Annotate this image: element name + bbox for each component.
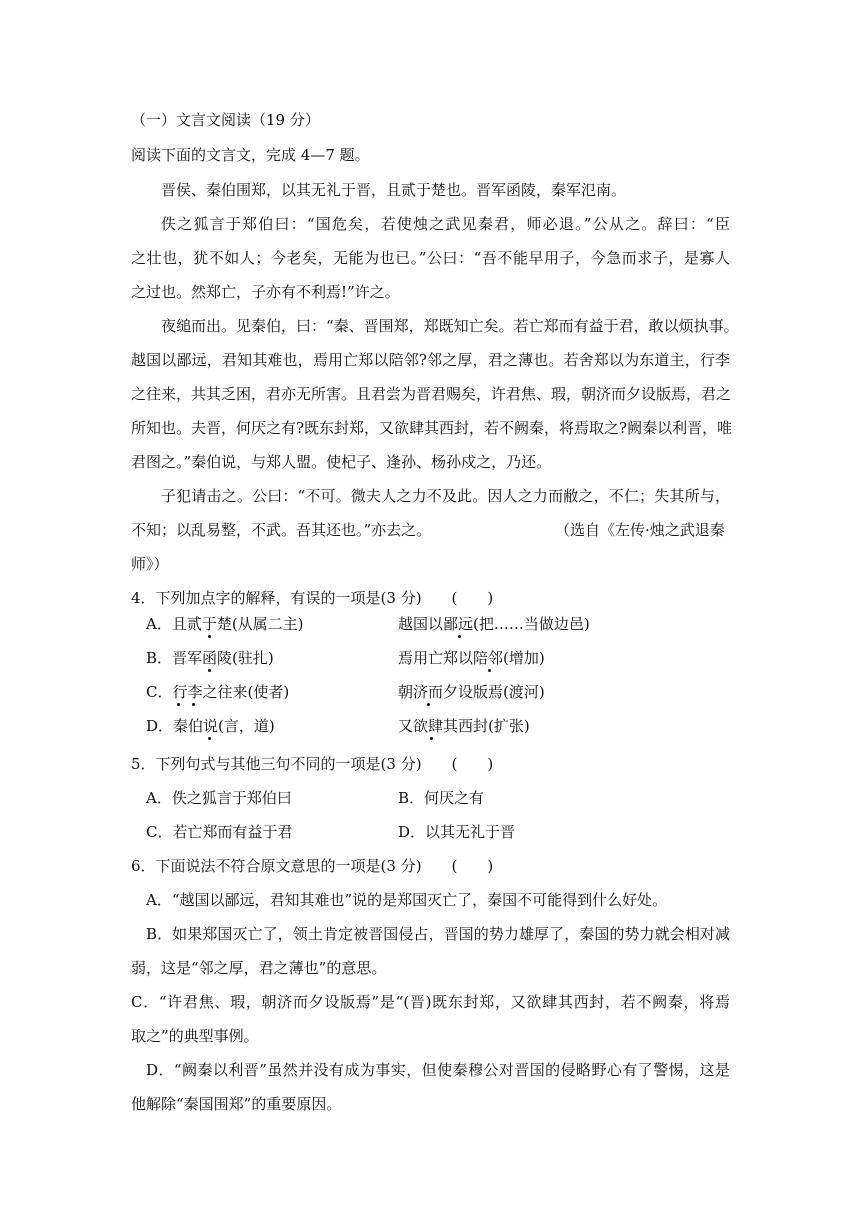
passage-paragraph-3-line-4: 所知也。夫晋，何厌之有?既东封郑，又欲肆其西封，若不阙秦，将焉取之?阙秦以利晋，唯 [131, 419, 733, 437]
question-5-option-a: A．佚之狐言于郑伯曰 [146, 789, 292, 807]
passage-paragraph-4-line-2: 不知；以乱易整，不武。吾其还也。”亦去之。 [131, 521, 432, 539]
passage-paragraph-2-line-3: 之过也。然郑亡，子亦有不利焉!”许之。 [131, 283, 400, 301]
passage-paragraph-4-line-1: 子犯请击之。公曰：“不可。微夫人之力不及此。因人之力而敝之，不仁；失其所与， [161, 487, 730, 505]
question-6-option-a: A．“越国以鄙远，君知其难也”说的是郑国灭亡了，秦国不可能得到什么好处。 [146, 891, 668, 909]
question-4-option-d-second: 又欲肆其西封(扩张) [398, 717, 530, 735]
question-6-option-c-line-2: 取之”的典型事例。 [131, 1027, 259, 1045]
passage-paragraph-3-line-5: 君图之。”秦伯说，与郑人盟。使杞子、逢孙、杨孙戍之，乃还。 [131, 453, 552, 471]
question-4-option-b-second: 焉用亡郑以陪邻(增加) [398, 649, 545, 667]
question-6-option-b-line-2: 弱，这是“邻之厚，君之薄也”的意思。 [131, 959, 387, 977]
emphasis-dot [208, 669, 211, 672]
emphasis-dot [177, 703, 180, 706]
emphasis-dot [458, 635, 461, 638]
question-4-option-d: D．秦伯说(言，道) [146, 717, 275, 735]
passage-paragraph-3-line-3: 之往来，共其乏困，君亦无所害。且君尝为晋君赐矣，许君焦、瑕，朝济而夕设版焉，君之 [131, 385, 732, 403]
passage-paragraph-3-line-1: 夜缒而出。见秦伯，曰：“秦、晋围郑，郑既知亡矣。若亡郑而有益于君，敢以烦执事。 [161, 317, 739, 335]
question-4-stem: 4．下列加点字的解释，有误的一项是(3 分) ( ) [131, 589, 494, 607]
question-5-option-b: B．何厌之有 [398, 789, 485, 807]
instructions: 阅读下面的文言文，完成 4—7 题。 [131, 146, 370, 164]
question-5-stem: 5．下列句式与其他三句不同的一项是(3 分) ( ) [131, 755, 494, 773]
passage-paragraph-2-line-1: 佚之狐言于郑伯曰：“国危矣，若使烛之武见秦君，师必退。”公从之。辞曰：“臣 [161, 215, 730, 233]
emphasis-dot [427, 703, 430, 706]
question-6-option-d-line-1: D．“阙秦以利晋”虽然并没有成为事实，但使秦穆公对晋国的侵略野心有了警惕，这是 [146, 1061, 730, 1079]
question-6-stem: 6．下面说法不符合原文意思的一项是(3 分) ( ) [131, 857, 494, 875]
question-4-option-a: A．且贰于楚(从属二主) [146, 615, 304, 633]
question-6-option-c-line-1: C．“许君焦、瑕，朝济而夕设版焉”是“(晋)既东封郑，又欲肆其西封，若不阙秦，将焉 [131, 993, 730, 1011]
emphasis-dot [192, 703, 195, 706]
question-6-option-d-line-2: 他解除“秦国围郑”的重要原因。 [131, 1095, 342, 1113]
question-4-option-c-second: 朝济而夕设版焉(渡河) [398, 683, 545, 701]
question-4-option-c: C．行李之往来(使者) [146, 683, 290, 701]
question-6-option-b-line-1: B．如果郑国灭亡了，领土肯定被晋国侵占，晋国的势力雄厚了，秦国的势力就会相对减 [146, 925, 730, 943]
emphasis-dot [208, 635, 211, 638]
emphasis-dot [208, 737, 211, 740]
emphasis-dot [430, 737, 433, 740]
section-heading: （一）文言文阅读（19 分） [131, 111, 320, 129]
question-4-option-b: B．晋军函陵(驻扎) [146, 649, 274, 667]
passage-source-line-1: （选自《左传·烛之武退秦 [555, 521, 725, 539]
passage-paragraph-3-line-2: 越国以鄙远，君知其难也，焉用亡郑以陪邻?邻之厚，君之薄也。若舍郑以为东道主，行李 [131, 351, 730, 369]
question-4-option-a-second: 越国以鄙远(把……当做边邑) [398, 615, 590, 633]
passage-paragraph-1: 晋侯、秦伯围郑，以其无礼于晋，且贰于楚也。晋军函陵，秦军氾南。 [161, 181, 627, 199]
emphasis-dot [488, 669, 491, 672]
passage-source-line-2: 师》） [131, 555, 169, 573]
question-5-option-c: C．若亡郑而有益于君 [146, 823, 293, 841]
passage-paragraph-2-line-2: 之壮也，犹不如人；今老矣，无能为也已。”公曰：“吾不能早用子，今急而求子，是寡人 [131, 249, 730, 267]
question-5-option-d: D．以其无礼于晋 [398, 823, 516, 841]
